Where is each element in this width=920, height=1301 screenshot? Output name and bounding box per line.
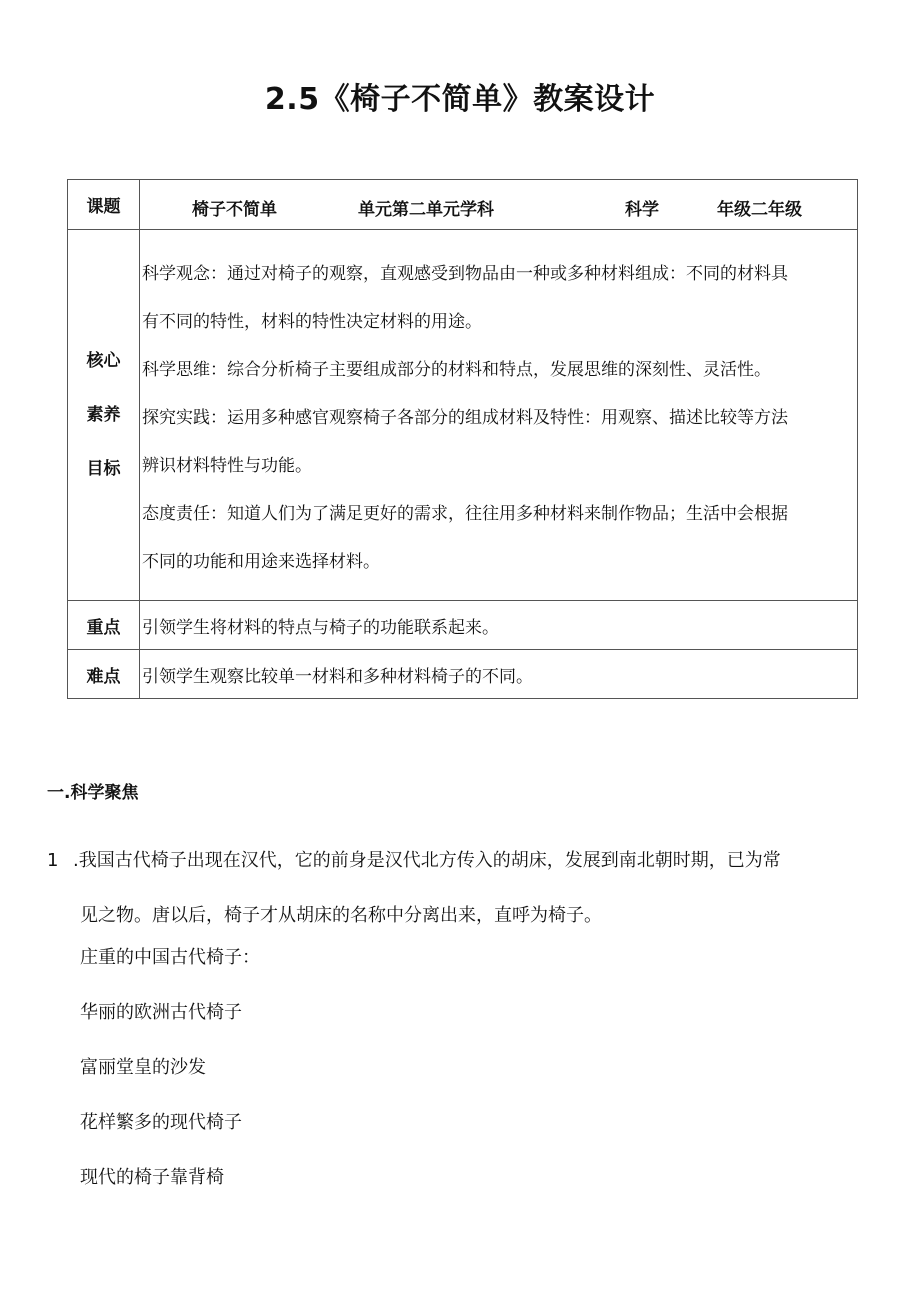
table-row-key-point: [68, 601, 858, 650]
core-goal-line: 辨识材料特性与功能。: [142, 456, 312, 476]
table-row-difficulty: [68, 650, 858, 699]
item-number: 1: [47, 850, 59, 871]
core-goal-line: 科学思维：综合分析椅子主要组成部分的材料和特点，发展思维的深刻性、灵活性。: [142, 360, 771, 380]
difficulty-text: 引领学生观察比较单一材料和多种材料椅子的不同。: [140, 650, 858, 699]
core-goals-text: [140, 230, 858, 601]
core-label-line: 核心: [86, 351, 121, 371]
core-goal-line: 不同的功能和用途来选择材料。: [142, 552, 380, 572]
topic-label: 课题: [68, 180, 140, 230]
lesson-name: 椅子不简单: [192, 200, 277, 220]
key-point-label: 重点: [68, 601, 140, 650]
chair-caption: 庄重的中国古代椅子：: [80, 947, 260, 968]
core-goal-line: 探究实践：运用多种感官观察椅子各部分的组成材料及特性：用观察、描述比较等方法: [142, 408, 788, 428]
chair-caption: 华丽的欧洲古代椅子: [80, 1002, 242, 1023]
document-title: 2.5《椅子不简单》教案设计: [264, 82, 656, 117]
lesson-plan-table: [67, 179, 858, 699]
item-text-line1: .我国古代椅子出现在汉代，它的前身是汉代北方传入的胡床，发展到南北朝时期，已为常: [73, 850, 781, 871]
core-goals-label: [68, 230, 140, 601]
table-row-topic: [68, 180, 858, 230]
item-first-line: [47, 833, 827, 888]
unit-info: 单元第二单元学科: [358, 200, 494, 220]
table-row-core-goals: [68, 230, 858, 601]
core-goal-line: 有不同的特性，材料的特性决定材料的用途。: [142, 312, 482, 332]
chair-caption: 富丽堂皇的沙发: [80, 1057, 206, 1078]
core-goal-line: 态度责任：知道人们为了满足更好的需求，往往用多种材料来制作物品；生活中会根据: [142, 504, 788, 524]
grade-info: 年级二年级: [717, 200, 802, 220]
chair-caption: 现代的椅子靠背椅: [80, 1167, 224, 1188]
list-item: [47, 833, 827, 943]
chair-caption: 花样繁多的现代椅子: [80, 1112, 242, 1133]
key-point-text: 引领学生将材料的特点与椅子的功能联系起来。: [140, 601, 858, 650]
section-heading: 一.科学聚焦: [47, 783, 139, 803]
difficulty-label: 难点: [68, 650, 140, 699]
core-label-line: 素养: [86, 405, 121, 425]
core-label-line: 目标: [86, 459, 121, 479]
core-goal-line: 科学观念：通过对椅子的观察，直观感受到物品由一种或多种材料组成：不同的材料具: [142, 264, 788, 284]
item-text-line2: 见之物。唐以后，椅子才从胡床的名称中分离出来，直呼为椅子。: [80, 905, 602, 926]
topic-details: [140, 180, 858, 230]
subject-info: 科学: [625, 200, 659, 220]
